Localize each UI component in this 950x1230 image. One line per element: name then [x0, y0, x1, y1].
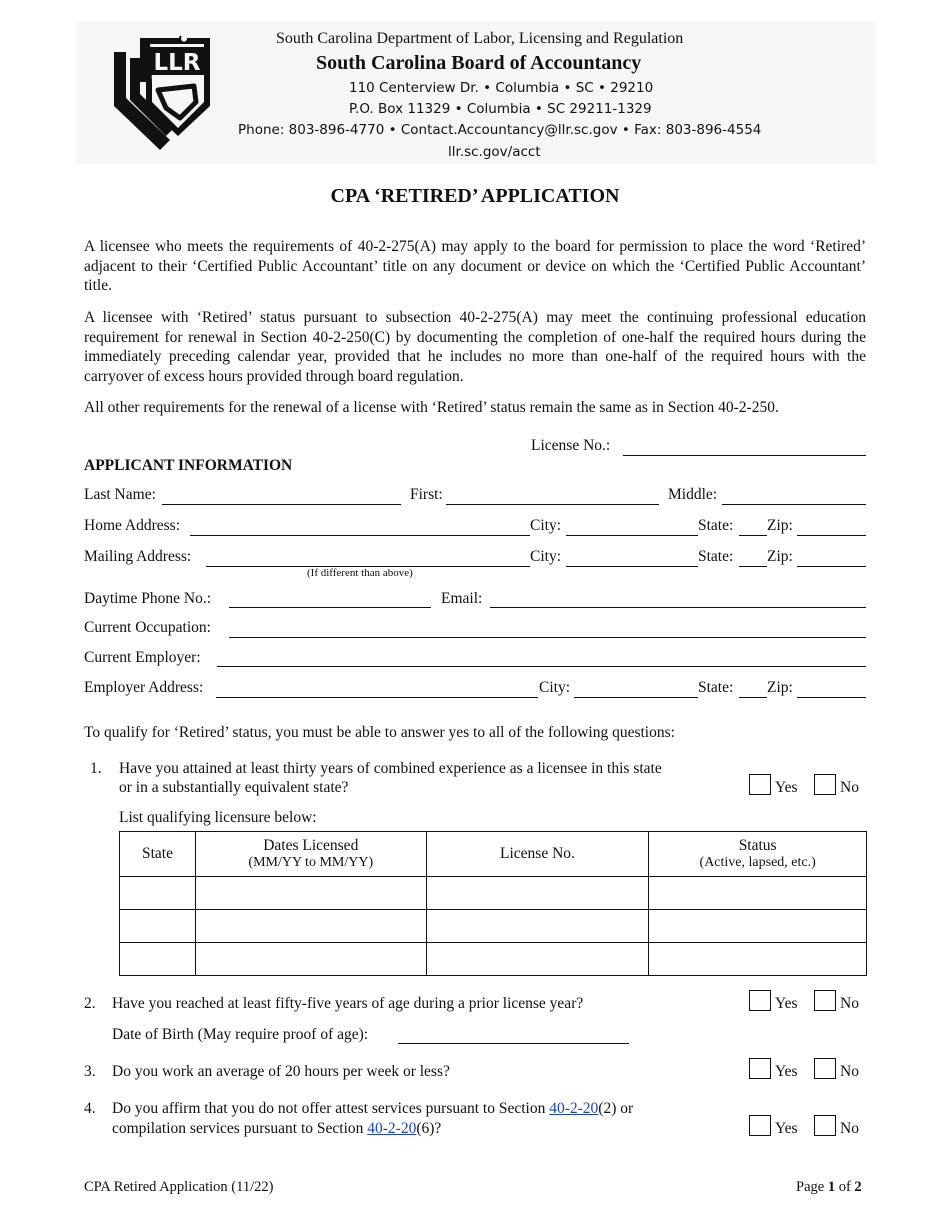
first-name-field[interactable] — [446, 503, 659, 505]
employer-label: Current Employer: — [84, 649, 201, 666]
table-header-row — [120, 832, 867, 877]
mailing-zip-field[interactable] — [797, 565, 866, 567]
home-address-field[interactable] — [190, 534, 530, 536]
applicant-info-heading: APPLICANT INFORMATION — [84, 457, 293, 474]
home-zip-label: Zip: — [767, 517, 793, 534]
employer-zip-label: Zip: — [767, 679, 793, 696]
last-name-field[interactable] — [162, 503, 401, 505]
q3-yes-checkbox[interactable] — [749, 1058, 771, 1079]
employer-address-field[interactable] — [216, 696, 538, 698]
mailing-address-label: Mailing Address: — [84, 548, 192, 565]
q4-yes-label: Yes — [775, 1120, 798, 1137]
license-no-field[interactable] — [623, 454, 866, 456]
table-cell-license-no[interactable] — [426, 877, 649, 910]
table-cell-license-no[interactable] — [426, 943, 649, 976]
q1-no-checkbox[interactable] — [814, 774, 836, 795]
table-cell-dates[interactable] — [195, 943, 426, 976]
q1-yes-label: Yes — [775, 779, 798, 796]
address-line-2: P.O. Box 11329 • Columbia • SC 29211-1329 — [349, 101, 652, 117]
form-id: CPA Retired Application (11/22) — [84, 1179, 274, 1195]
table-cell-dates[interactable] — [195, 910, 426, 943]
first-name-label: First: — [410, 486, 443, 503]
form-title: CPA ‘RETIRED’ APPLICATION — [330, 185, 620, 207]
table-header-status: Status (Active, lapsed, etc.) — [649, 832, 867, 877]
table-header-license-no: License No. — [426, 832, 649, 877]
q2-yes-label: Yes — [775, 995, 798, 1012]
q3-yes-label: Yes — [775, 1063, 798, 1080]
table-row — [120, 877, 867, 910]
page-number: Page 1 of 2 — [796, 1179, 862, 1195]
phone-label: Daytime Phone No.: — [84, 590, 211, 607]
table-cell-status[interactable] — [649, 943, 867, 976]
q1-text-line2: or in a substantially equivalent state? — [119, 779, 349, 796]
home-address-label: Home Address: — [84, 517, 181, 534]
home-city-label: City: — [530, 517, 562, 534]
mailing-city-label: City: — [530, 548, 562, 565]
q4-yes-checkbox[interactable] — [749, 1115, 771, 1136]
employer-city-label: City: — [539, 679, 571, 696]
employer-address-label: Employer Address: — [84, 679, 204, 696]
home-state-field[interactable] — [739, 534, 767, 536]
table-cell-status[interactable] — [649, 877, 867, 910]
address-line-1: 110 Centerview Dr. • Columbia • SC • 29210 — [349, 80, 654, 96]
mailing-address-note: (If different than above) — [307, 567, 413, 579]
last-name-label: Last Name: — [84, 486, 156, 503]
middle-name-label: Middle: — [668, 486, 718, 503]
q4-number: 4. — [84, 1100, 96, 1117]
employer-zip-field[interactable] — [797, 696, 866, 698]
middle-name-field[interactable] — [722, 503, 866, 505]
q3-no-checkbox[interactable] — [814, 1058, 836, 1079]
mailing-zip-label: Zip: — [767, 548, 793, 565]
q3-text: Do you work an average of 20 hours per week or less? — [112, 1063, 450, 1080]
q2-text: Have you reached at least fifty-five years of age during a prior license year? — [112, 995, 584, 1012]
q4-no-checkbox[interactable] — [814, 1115, 836, 1136]
home-state-label: State: — [698, 517, 734, 534]
license-no-label: License No.: — [531, 437, 611, 454]
employer-city-field[interactable] — [574, 696, 698, 698]
q2-no-label: No — [840, 995, 859, 1012]
mailing-city-field[interactable] — [566, 565, 698, 567]
table-cell-status[interactable] — [649, 910, 867, 943]
employer-state-label: State: — [698, 679, 734, 696]
q4-text-line2: compilation services pursuant to Section 40-2-20(6)? — [112, 1120, 442, 1137]
q1-yes-checkbox[interactable] — [749, 774, 771, 795]
home-zip-field[interactable] — [797, 534, 866, 536]
llr-logo — [110, 32, 218, 154]
svg-text:LLR: LLR — [153, 50, 201, 76]
table-header-dates: Dates Licensed (MM/YY to MM/YY) — [195, 832, 426, 877]
mailing-state-label: State: — [698, 548, 734, 565]
q2-no-checkbox[interactable] — [814, 990, 836, 1011]
table-cell-state[interactable] — [120, 943, 196, 976]
q1-number: 1. — [90, 760, 102, 777]
contact-line: Phone: 803-896-4770 • Contact.Accountancy@llr.sc.gov • Fax: 803-896-4554 — [238, 122, 762, 138]
q1-no-label: No — [840, 779, 859, 796]
q4-text-line1: Do you affirm that you do not offer attest services pursuant to Section 40-2-20(2) or — [112, 1100, 634, 1117]
q3-no-label: No — [840, 1063, 859, 1080]
phone-field[interactable] — [229, 606, 431, 608]
dob-label: Date of Birth (May require proof of age): — [112, 1026, 369, 1043]
mailing-state-field[interactable] — [739, 565, 767, 567]
table-cell-state[interactable] — [120, 910, 196, 943]
section-link-40-2-20[interactable]: 40-2-20 — [549, 1100, 599, 1117]
table-header-state: State — [120, 832, 196, 877]
table-row — [120, 943, 867, 976]
employer-state-field[interactable] — [739, 696, 767, 698]
q3-number: 3. — [84, 1063, 96, 1080]
occupation-label: Current Occupation: — [84, 619, 211, 636]
qualify-intro: To qualify for ‘Retired’ status, you must be able to answer yes to all of the following questions: — [84, 724, 675, 741]
table-cell-state[interactable] — [120, 877, 196, 910]
q2-yes-checkbox[interactable] — [749, 990, 771, 1011]
q4-no-label: No — [840, 1120, 859, 1137]
employer-field[interactable] — [217, 665, 866, 667]
licensure-list-label: List qualifying licensure below: — [119, 809, 317, 826]
occupation-field[interactable] — [229, 636, 866, 638]
q1-text-line1: Have you attained at least thirty years of combined experience as a licensee in this state — [119, 760, 662, 777]
section-link-40-2-20[interactable]: 40-2-20 — [367, 1120, 417, 1137]
dob-field[interactable] — [398, 1042, 629, 1044]
table-row — [120, 910, 867, 943]
licensure-table — [119, 831, 867, 976]
intro-paragraph-2: A licensee with ‘Retired’ status pursuant to subsection 40-2-275(A) may meet the continuing professional education requirement for renewal in Section 40-2-250(C) by documenting the completion of one-half the required hours during the immediately preceding calendar year, provided that he includes no more than one-half of the required hours with the carryover of excess hours provided through board regulation. — [84, 309, 866, 385]
q2-number: 2. — [84, 995, 96, 1012]
email-field[interactable] — [490, 606, 866, 608]
table-cell-license-no[interactable] — [426, 910, 649, 943]
board-name: South Carolina Board of Accountancy — [316, 52, 642, 74]
table-cell-dates[interactable] — [195, 877, 426, 910]
intro-paragraph-3: All other requirements for the renewal of a license with ‘Retired’ status remain the same as in Section 40-2-250. — [84, 399, 779, 416]
home-city-field[interactable] — [566, 534, 698, 536]
department-name: South Carolina Department of Labor, Licensing and Regulation — [276, 30, 684, 47]
email-label: Email: — [441, 590, 483, 607]
intro-paragraph-1: A licensee who meets the requirements of 40-2-275(A) may apply to the board for permission to place the word ‘Retired’ adjacent to their ‘Certified Public Accountant’ title on any document or device on which the ‘Certified Public Accountant’ title. — [84, 238, 866, 295]
website: llr.sc.gov/acct — [448, 144, 541, 160]
